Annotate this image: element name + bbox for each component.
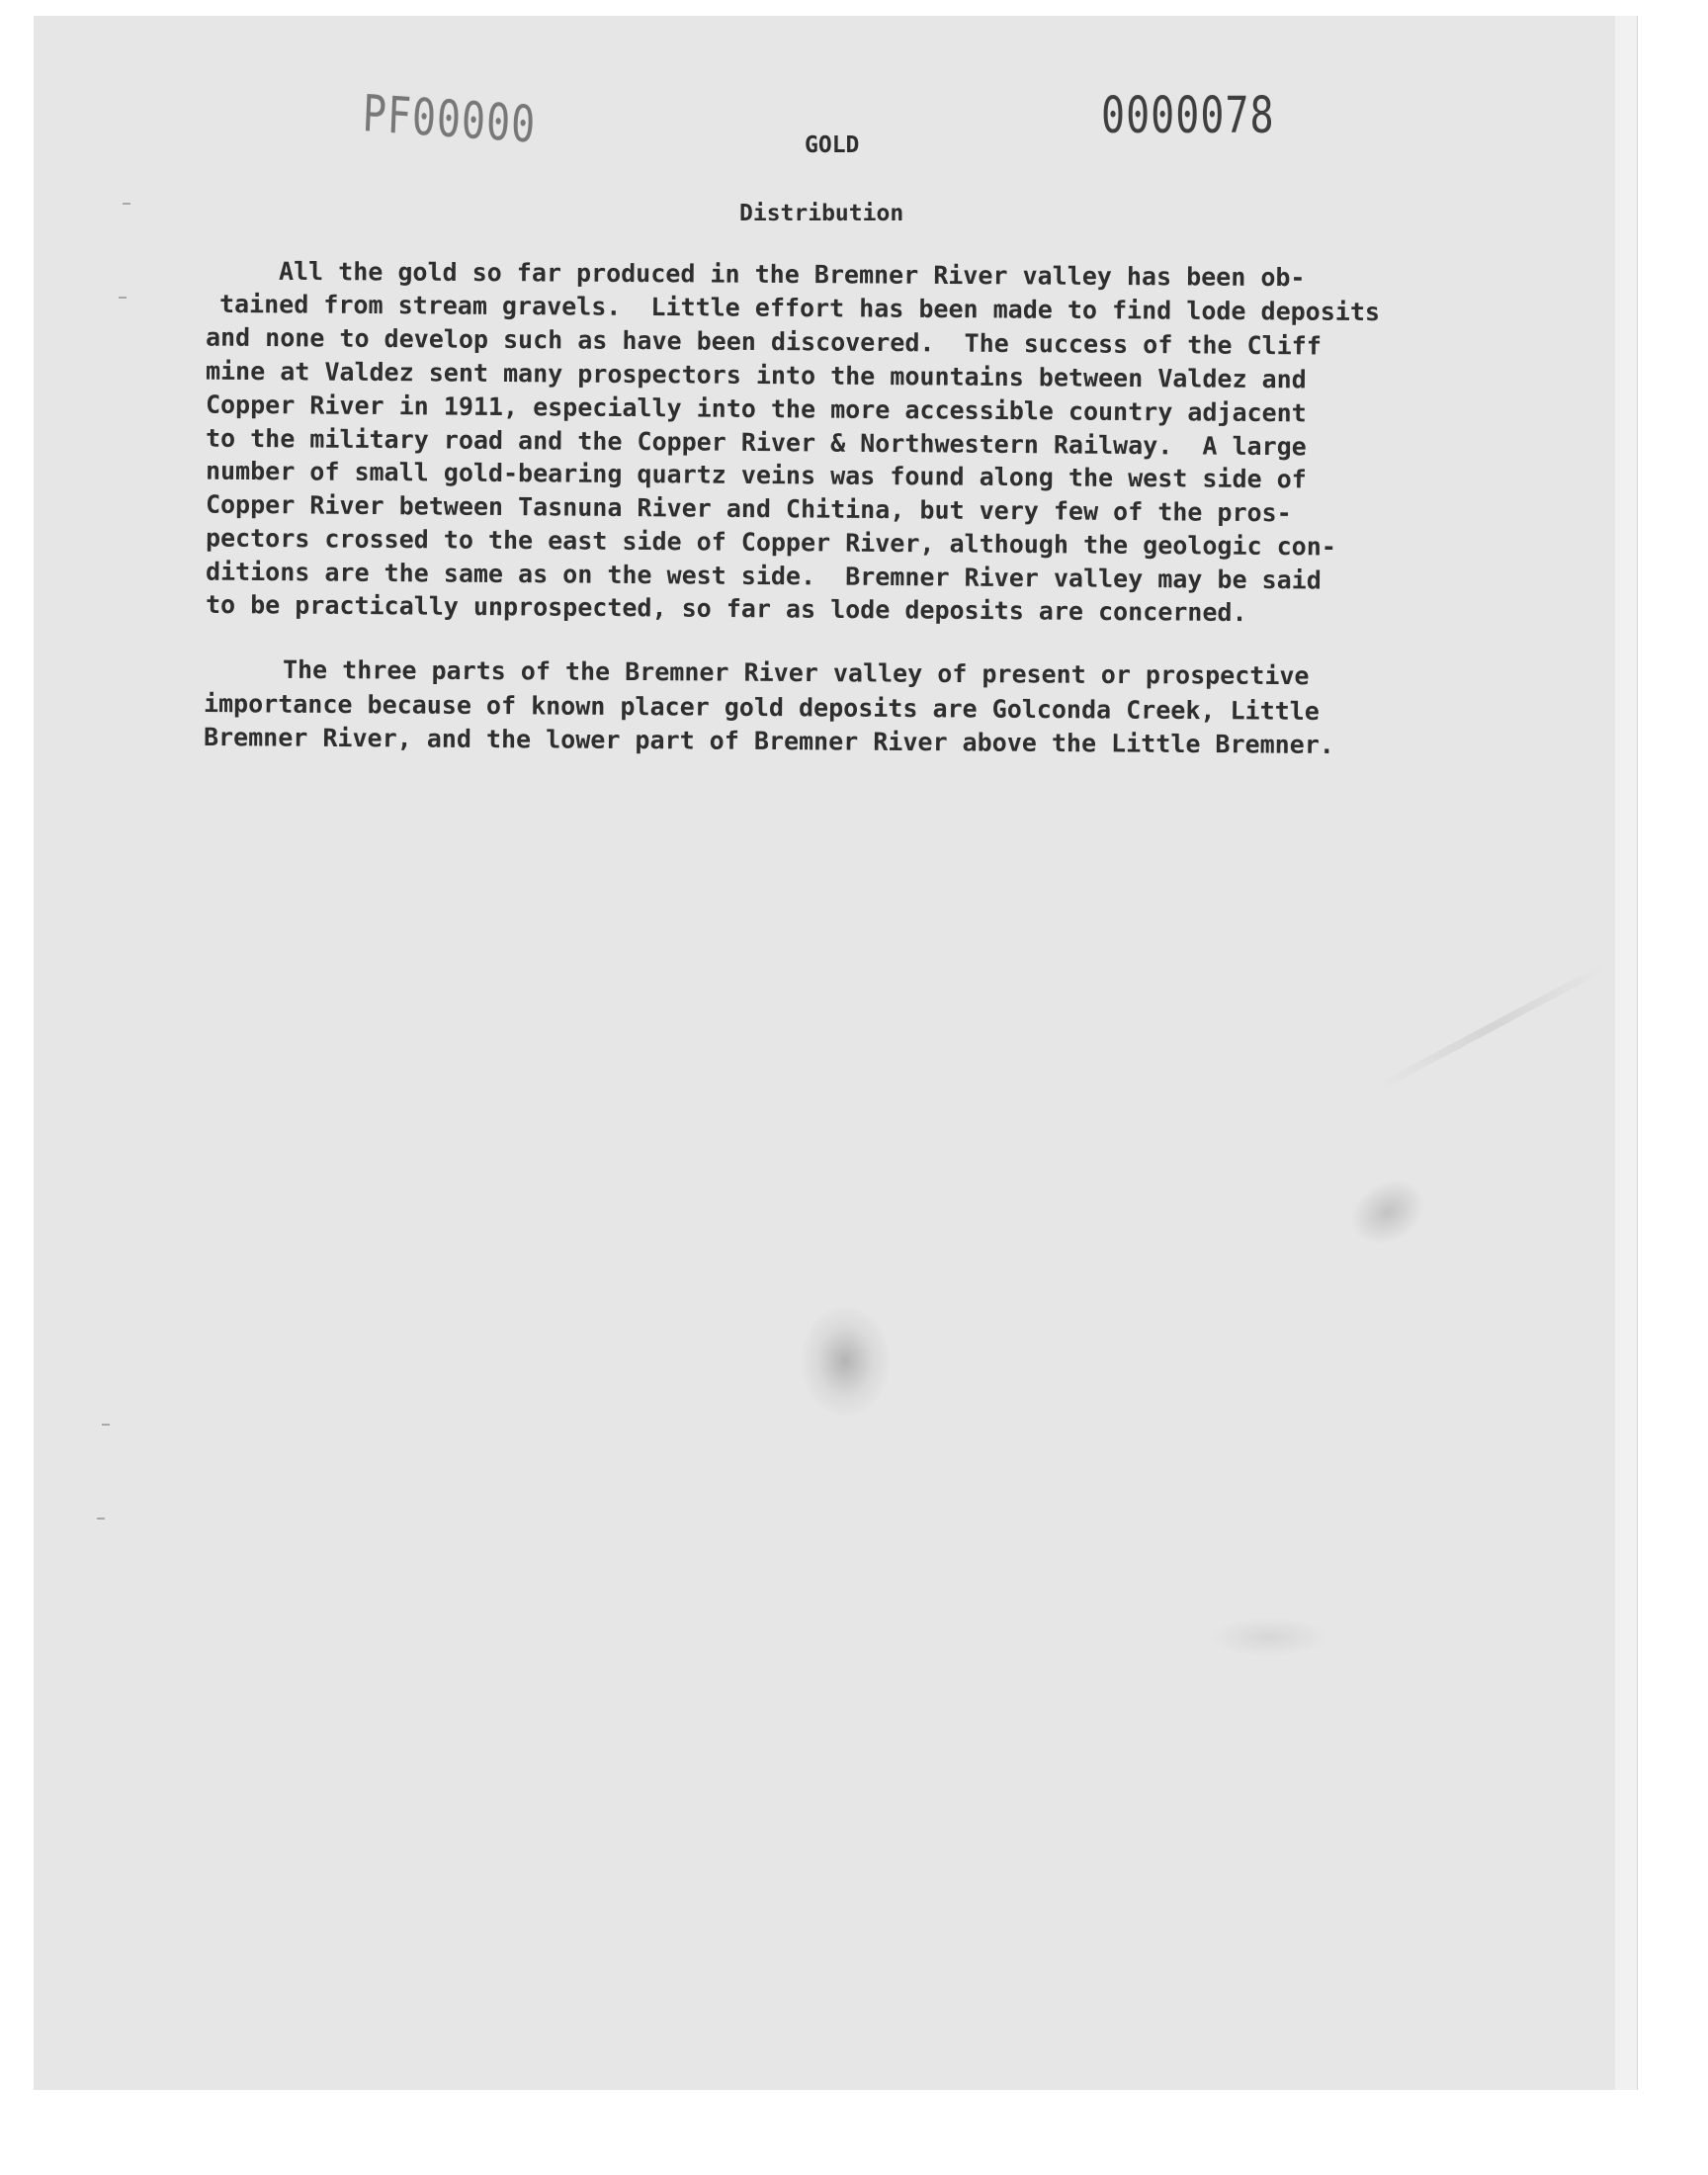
document-id-stamp-right: 0000078 xyxy=(1101,87,1275,145)
text-line: Bremner River, and the lower part of Bremner River above the Little Bremner. xyxy=(203,723,1334,759)
text-line: Copper River between Tasnuna River and Chitina, but very few of the pros- xyxy=(205,489,1292,528)
ink-smudge xyxy=(1338,1167,1436,1258)
margin-mark xyxy=(102,1424,110,1426)
text-line: and none to develop such as have been discovered. The success of the Cliff xyxy=(205,322,1322,361)
text-line: pectors crossed to the east side of Copper River, although the geologic con- xyxy=(205,523,1337,562)
text-line: mine at Valdez sent many prospectors into the mountains between Valdez and xyxy=(205,356,1307,394)
text-line: importance because of known placer gold deposits are Golconda Creek, Little xyxy=(203,689,1320,726)
margin-mark xyxy=(97,1518,105,1520)
document-id-stamp-left: PF00000 xyxy=(361,85,538,155)
margin-mark xyxy=(123,203,130,205)
text-line: to the military road and the Copper River & Northwestern Railway. A large xyxy=(205,423,1307,462)
ink-smudge xyxy=(1210,1617,1328,1657)
page-title: GOLD xyxy=(805,132,860,158)
section-heading: Distribution xyxy=(739,201,904,226)
text-line: The three parts of the Bremner River valley of present or prospective xyxy=(282,654,1310,691)
text-line: number of small gold-bearing quartz veins was found along the west side of xyxy=(205,456,1307,494)
margin-mark xyxy=(119,297,127,299)
text-line: to be practically unprospected, so far as lode deposits are concerned. xyxy=(205,589,1247,628)
text-line: ditions are the same as on the west side. Bremner River valley may be said xyxy=(205,557,1322,595)
page-edge-line xyxy=(1637,16,1638,2090)
text-line: Copper River in 1911, especially into the more accessible country adjacent xyxy=(205,390,1307,428)
scan-streak xyxy=(1376,963,1606,1090)
text-line: tained from stream gravels. Little effort has been made to find lode deposits xyxy=(218,289,1381,327)
text-line: All the gold so far produced in the Bremner River valley has been ob- xyxy=(278,256,1306,293)
page-edge xyxy=(1615,16,1637,2090)
ink-smudge xyxy=(801,1307,890,1416)
